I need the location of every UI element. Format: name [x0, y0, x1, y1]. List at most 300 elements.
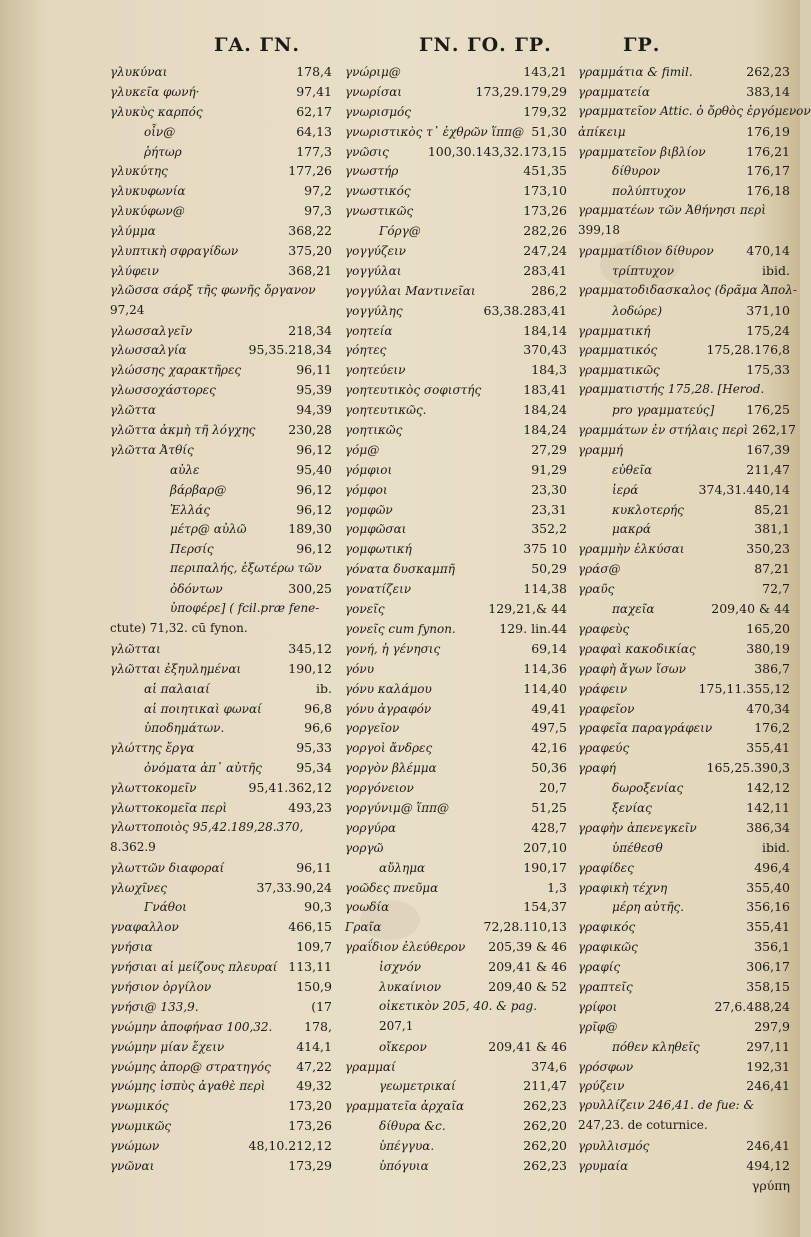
index-entry [345, 340, 567, 360]
index-reference: 113,11 [288, 959, 332, 975]
index-entry [345, 619, 567, 639]
index-term: γραφικός [578, 920, 636, 935]
index-entry [578, 858, 790, 878]
index-entry [578, 1037, 790, 1057]
index-entry [110, 1136, 332, 1156]
index-reference: 173,29.179,29 [475, 83, 567, 99]
index-reference: 368,22 [288, 223, 332, 239]
index-entry [345, 221, 567, 241]
index-term: 97,24 [110, 302, 145, 317]
index-term: γνωμικός [110, 1099, 169, 1114]
index-term: γνωριστικὸς τ᾽ ἐχθρῶν ἵππ@ [345, 124, 524, 139]
index-entry [345, 142, 567, 162]
index-entry [345, 699, 567, 719]
index-reference: 350,23 [746, 541, 790, 557]
index-reference: 470,34 [746, 700, 790, 716]
index-term: γομφῶν [345, 502, 393, 517]
index-entry [345, 599, 567, 619]
index-term: γνώμην μίαν ἔχειν [110, 1039, 225, 1054]
index-term: γραμματεῖα ἀρχαῖα [345, 1099, 465, 1114]
index-entry [578, 937, 790, 957]
index-entry [110, 798, 332, 818]
index-reference: 114,36 [523, 660, 567, 676]
index-reference: 96,12 [296, 541, 332, 557]
index-term: γραφή [578, 761, 616, 776]
index-reference: 91,29 [531, 461, 567, 477]
index-reference: 175,28.176,8 [706, 342, 790, 358]
index-entry [345, 858, 567, 878]
index-reference: 494,12 [746, 1157, 790, 1173]
index-term: γλώσσης χαρακτῆρες [110, 363, 242, 378]
index-reference: 129,21,& 44 [488, 601, 567, 617]
index-reference: 356,16 [746, 899, 790, 915]
index-reference: 371,10 [746, 302, 790, 318]
index-entry [345, 977, 567, 997]
index-entry [578, 878, 790, 898]
index-term: ctute) 71,32. cū fynon. [110, 620, 248, 635]
index-entry [110, 858, 332, 878]
index-entry [345, 122, 567, 142]
index-reference: ib. [316, 680, 332, 696]
index-reference: 97,3 [304, 203, 332, 219]
index-entry [110, 977, 332, 997]
index-reference: 383,14 [746, 83, 790, 99]
index-entry [110, 221, 332, 241]
index-entry [345, 321, 567, 341]
index-reference: 297,11 [746, 1038, 790, 1054]
index-term: γραφεύς [578, 741, 630, 756]
index-reference: 96,11 [296, 859, 332, 875]
index-reference: 175,24 [746, 322, 790, 338]
index-entry [578, 261, 790, 281]
index-reference: 297,9 [754, 1018, 790, 1034]
index-term: γραῦς [578, 582, 615, 597]
index-entry [578, 142, 790, 162]
index-reference: 282,26 [523, 223, 567, 239]
index-term: γοητευτικῶς. [345, 403, 427, 418]
index-reference: 496,4 [754, 859, 790, 875]
index-entry [578, 400, 790, 420]
index-entry [345, 738, 567, 758]
index-term: γνωστικῶς [345, 204, 414, 219]
index-entry [345, 639, 567, 659]
index-entry [578, 519, 790, 539]
index-term: ξενίας [612, 800, 652, 815]
index-reference: 283,41 [523, 262, 567, 278]
index-term: 399,18 [578, 223, 620, 238]
index-term: γραφαὶ κακοδικίας [578, 641, 696, 656]
index-reference: 176,18 [746, 183, 790, 199]
index-term: γρύζειν [578, 1079, 625, 1094]
index-term: οἴκερον [379, 1039, 427, 1054]
index-entry [578, 977, 790, 997]
index-reference: 47,22 [296, 1058, 332, 1074]
index-entry [578, 301, 790, 321]
running-header [0, 34, 800, 58]
index-reference: 414,1 [296, 1038, 332, 1054]
index-entry [345, 519, 567, 539]
index-reference: 142,11 [746, 799, 790, 815]
index-term: γραφὴ ἄγων ἴσων [578, 661, 686, 676]
index-entry [110, 897, 332, 917]
index-entry [110, 62, 332, 82]
index-term: αἱ ποιητικαὶ φωναί [144, 701, 262, 716]
index-reference: 69,14 [531, 640, 567, 656]
index-reference: 95,41.362,12 [248, 780, 332, 796]
index-entry [110, 519, 332, 539]
index-reference: 184,24 [523, 422, 567, 438]
index-term: γογγύλης [345, 303, 403, 318]
index-reference: 306,17 [746, 959, 790, 975]
index-term: γράφειν [578, 681, 628, 696]
index-term: γοητεύειν [345, 363, 406, 378]
index-entry [578, 659, 790, 679]
index-entry [345, 281, 567, 301]
index-term: 247,23. de coturnice. [578, 1118, 708, 1133]
index-reference: 154,37 [523, 899, 567, 915]
index-entry [345, 301, 567, 321]
index-reference: ibid. [762, 839, 790, 855]
index-term: γλῶττα Ἀτθίς [110, 442, 194, 457]
index-reference: 114,40 [523, 680, 567, 696]
index-term: γρόσφων [578, 1059, 634, 1074]
index-term: γραμματέων τῶν Ἀθήνησι περὶ [578, 203, 766, 218]
index-term: γλῶττα [110, 403, 156, 418]
index-reference: 300,25 [288, 581, 332, 597]
index-term: γλωττῶν διαφοραί [110, 860, 225, 875]
index-term: γλωττοκομεῖα περὶ [110, 800, 228, 815]
index-reference: 209,41 & 46 [488, 1038, 567, 1054]
index-term: γλωσσαλγεῖν [110, 323, 193, 338]
index-entry [578, 102, 811, 122]
index-entry [110, 878, 332, 898]
index-entry [578, 420, 796, 440]
index-entry [110, 261, 332, 281]
index-entry [345, 241, 567, 261]
index-reference: 176,17 [746, 163, 790, 179]
index-term: γράσ@ [578, 562, 621, 577]
index-entry [110, 559, 332, 579]
index-entry [578, 1096, 790, 1116]
index-reference: 184,3 [531, 362, 567, 378]
index-reference: 173,29 [288, 1157, 332, 1173]
index-term: γνωρίσαι [345, 84, 403, 99]
index-reference: 129. lin.44 [499, 620, 567, 636]
index-term: γόνυ [345, 661, 374, 676]
index-entry [345, 360, 567, 380]
index-term: αὔλημα [379, 860, 426, 875]
index-reference: 177,3 [296, 143, 332, 159]
index-reference: 95,39 [296, 382, 332, 398]
index-reference: 209,41 & 46 [488, 959, 567, 975]
index-entry [345, 818, 567, 838]
index-reference: 173,10 [523, 183, 567, 199]
index-term: γλωττοποιὸς 95,42.189,28.370, [110, 819, 304, 834]
index-term: δωροξενίας [612, 781, 684, 796]
index-term: γλωττοκομεῖν [110, 781, 197, 796]
index-term: γραμματίδιον δίθυρον [578, 244, 714, 259]
index-term: γραμματιστής 175,28. [Herod. [578, 382, 765, 397]
index-entry [110, 619, 332, 639]
index-entry [110, 997, 332, 1017]
index-term: γοητικῶς [345, 423, 403, 438]
index-reference: 27,6.488,24 [714, 998, 790, 1014]
index-term: γλῶτται [110, 641, 161, 656]
index-reference: 95,34 [296, 760, 332, 776]
index-reference: 100,30.143,32.173,15 [427, 143, 567, 159]
index-reference: 345,12 [288, 640, 332, 656]
index-reference: 167,39 [746, 441, 790, 457]
index-reference: 211,47 [523, 1078, 567, 1094]
index-term: πολύπτυχον [612, 184, 686, 199]
index-entry [578, 679, 790, 699]
index-term: μακρά [612, 522, 651, 537]
index-reference: 262,20 [523, 1138, 567, 1154]
index-entry [345, 659, 567, 679]
index-term: γνῶναι [110, 1158, 155, 1173]
index-entry [578, 639, 790, 659]
index-entry [110, 957, 332, 977]
index-entry [345, 102, 567, 122]
index-reference: 1,3 [547, 879, 567, 895]
index-entry [345, 778, 567, 798]
index-term: γλυκὺς καρπός [110, 104, 203, 119]
index-entry [578, 82, 790, 102]
index-reference: 358,15 [746, 978, 790, 994]
index-entry [345, 1076, 567, 1096]
index-entry [578, 321, 790, 341]
index-reference: 262,23 [523, 1157, 567, 1173]
index-term: γραμματικός [578, 343, 658, 358]
index-column-3 [578, 62, 811, 1196]
index-entry [110, 639, 332, 659]
index-term: γραφεῖα παραγράφειν [578, 721, 713, 736]
index-entry [345, 1136, 567, 1156]
index-entry [110, 161, 332, 181]
index-term: γνήσι@ 133,9. [110, 999, 199, 1014]
index-reference: 95,40 [296, 461, 332, 477]
index-entry [578, 440, 790, 460]
index-entry [578, 480, 790, 500]
index-entry [345, 1156, 567, 1176]
index-term: 8.362.9 [110, 839, 156, 854]
index-term: γλωσσαλγία [110, 343, 187, 358]
index-term: γλύμμα [110, 224, 156, 239]
index-entry [578, 380, 790, 400]
index-entry [578, 838, 790, 858]
index-term: γοργύρα [345, 820, 397, 835]
index-entry [110, 241, 332, 261]
index-reference: 218,34 [288, 322, 332, 338]
index-entry [578, 360, 790, 380]
index-reference: 374,31.440,14 [698, 481, 790, 497]
index-reference: ibid. [762, 262, 790, 278]
index-reference: (17 [311, 998, 332, 1014]
index-term: γρυμαία [578, 1158, 629, 1173]
index-reference: 192,31 [746, 1058, 790, 1074]
index-term: γραμματεία [578, 84, 650, 99]
index-term: γνώμων [110, 1139, 160, 1154]
index-entry [110, 1156, 332, 1176]
index-entry [578, 1057, 790, 1077]
index-term: γλυκύφων@ [110, 204, 185, 219]
index-term: γραΐδιον ἐλεύθερον [345, 940, 466, 955]
index-term: οἶν@ [144, 124, 176, 139]
index-term: γλωσσοχάστορες [110, 383, 216, 398]
index-entry [578, 758, 790, 778]
index-reference: 176,21 [746, 143, 790, 159]
index-entry [110, 599, 332, 619]
index-term: γλῶσσα σάρξ τῆς φωνῆς ὄργανον [110, 282, 316, 297]
index-reference: 211,47 [746, 461, 790, 477]
index-reference: 470,14 [746, 243, 790, 259]
index-entry [110, 142, 332, 162]
header-right: ΓΡ. [623, 34, 661, 56]
index-reference: 368,21 [288, 262, 332, 278]
index-reference: 37,33.90,24 [256, 879, 332, 895]
index-reference: 356,1 [754, 939, 790, 955]
index-entry [110, 579, 332, 599]
index-entry [345, 718, 567, 738]
index-term: γοητεία [345, 323, 393, 338]
index-entry [345, 758, 567, 778]
index-reference: 189,30 [288, 521, 332, 537]
index-entry [345, 440, 567, 460]
index-term: ὑποδημάτων. [144, 721, 225, 736]
index-entry [110, 281, 332, 301]
index-term: γόμ@ [345, 442, 380, 457]
index-entry [578, 281, 797, 301]
index-entry [578, 241, 790, 261]
index-entry [110, 758, 332, 778]
index-term: αὐλε [170, 462, 200, 477]
index-term: γοργῶ [345, 840, 384, 855]
index-reference: 184,14 [523, 322, 567, 338]
index-term: Γνάθοι [144, 900, 187, 915]
index-reference: 497,5 [531, 720, 567, 736]
index-reference: 96,6 [304, 720, 332, 736]
index-entry [110, 1096, 332, 1116]
index-reference: 355,41 [746, 919, 790, 935]
index-reference: 355,40 [746, 879, 790, 895]
index-reference: 178,4 [296, 64, 332, 79]
index-term: γνωμικῶς [110, 1119, 172, 1134]
index-reference: 173,20 [288, 1098, 332, 1114]
index-reference: 95,33 [296, 740, 332, 756]
index-term: ὑποφέρε] ( fcil.præ fene- [170, 601, 320, 616]
index-entry [110, 440, 332, 460]
index-entry [578, 460, 790, 480]
index-entry [345, 997, 567, 1017]
index-reference: 355,41 [746, 740, 790, 756]
index-reference: 262,23 [523, 1098, 567, 1114]
index-term: γονεῖς cum fynon. [345, 621, 456, 636]
index-term: γεωμετρικαί [379, 1079, 456, 1094]
index-term: ὑπέθεσθ [612, 840, 663, 855]
index-term: γόητες [345, 343, 387, 358]
index-reference: 51,30 [531, 123, 567, 139]
index-reference: 209,40 & 44 [711, 601, 790, 617]
index-entry [345, 500, 567, 520]
index-term: ἰσχνόν [379, 960, 421, 975]
index-term: γλωχῖνες [110, 880, 167, 895]
index-term: γοργόνειον [345, 781, 414, 796]
index-term: Ἑλλάς [170, 502, 211, 517]
index-entry [110, 82, 332, 102]
index-term: γνήσια [110, 940, 153, 955]
index-entry [345, 82, 567, 102]
index-term: γραμματεῖον βιβλίον [578, 144, 706, 159]
index-entry [110, 818, 332, 838]
index-column-2 [345, 62, 567, 1176]
index-term: περιπαλής, ἐξωτέρω τῶν [170, 561, 322, 576]
index-entry [578, 718, 790, 738]
index-term: Περσίς [170, 542, 214, 557]
index-entry [345, 1096, 567, 1116]
index-reference: 90,3 [304, 899, 332, 915]
index-reference: 451,35 [523, 163, 567, 179]
index-reference: 94,39 [296, 402, 332, 418]
index-reference: 176,19 [746, 123, 790, 139]
index-reference: 150,9 [296, 978, 332, 994]
index-reference: 165,25.390,3 [706, 760, 790, 776]
index-entry [110, 699, 332, 719]
index-reference: 49,41 [531, 700, 567, 716]
index-entry [578, 1136, 790, 1156]
index-entry [578, 599, 790, 619]
index-entry [345, 917, 567, 937]
index-reference: 62,17 [296, 103, 332, 119]
index-term: 207,1 [379, 1018, 414, 1033]
index-entry [578, 221, 790, 241]
index-term: βάρβαρ@ [170, 482, 227, 497]
header-left: ΓΑ. ΓΝ. [214, 34, 300, 56]
header-center: ΓΝ. ΓΟ. ΓΡ. [419, 34, 552, 56]
index-reference: 64,13 [296, 123, 332, 139]
index-reference: 173,26 [523, 203, 567, 219]
index-entry [578, 500, 790, 520]
index-term: γόνυ ἀγραφόν [345, 701, 432, 716]
index-reference: 96,11 [296, 362, 332, 378]
index-reference: 176,25 [746, 402, 790, 418]
index-term: γλυκύναι [110, 65, 168, 79]
index-term: Γραῖα [345, 920, 382, 935]
index-term: γόμφοι [345, 482, 388, 497]
index-reference: 466,15 [288, 919, 332, 935]
index-term: γοωδία [345, 900, 390, 915]
index-entry [110, 937, 332, 957]
index-entry [345, 261, 567, 281]
index-entry [578, 62, 790, 82]
index-term: γογγύζειν [345, 244, 406, 259]
index-entry [110, 917, 332, 937]
index-entry [345, 539, 567, 559]
index-reference: 374,6 [531, 1058, 567, 1074]
index-entry [110, 321, 332, 341]
index-term: γοργοὶ ἄνδρες [345, 741, 433, 756]
index-term: γλύφειν [110, 263, 159, 278]
index-term: γονή, ἡ γένησις [345, 641, 441, 656]
index-term: ῥήτωρ [144, 144, 182, 159]
index-reference: 177,26 [288, 163, 332, 179]
index-entry [578, 1076, 790, 1096]
index-entry [578, 699, 790, 719]
index-term: γνώμης ἰσπὺς ἀγαθὲ περὶ [110, 1079, 266, 1094]
index-entry [345, 937, 567, 957]
index-reference: 375 10 [523, 541, 567, 557]
index-term: γνώμην ἀποφήνασ 100,32. [110, 1019, 273, 1034]
index-entry [110, 500, 332, 520]
